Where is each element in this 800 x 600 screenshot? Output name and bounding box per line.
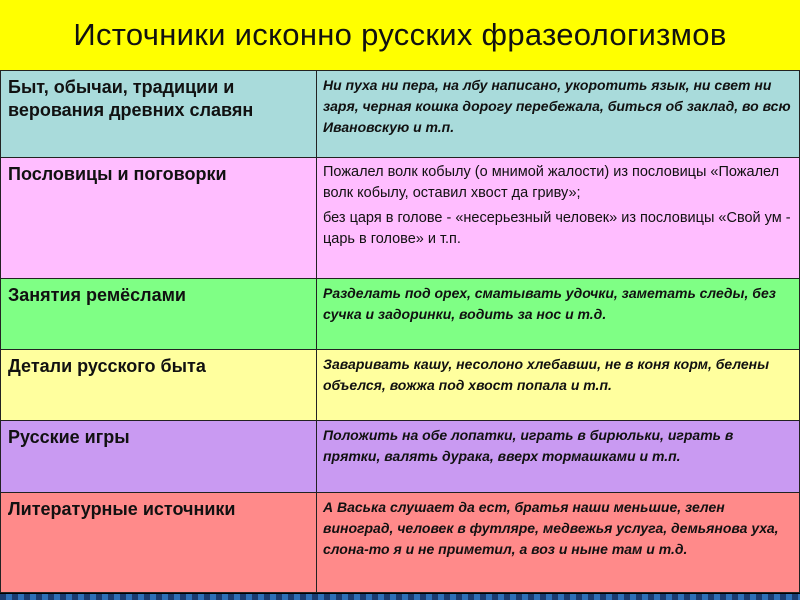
- example-text: Заваривать кашу, несолоно хлебавши, не в коня корм, белены объелся, вожжа под хвост попала и т.п.: [323, 356, 770, 393]
- category-cell: Быт, обычаи, традиции и верования древних славян: [1, 71, 317, 158]
- example-text: А Васька слушает да ест, братья наши меньшие, зелен виноград, человек в футляре, медвежья услуга, демьянова уха, слона-то я и не приметил, а воз и ныне там и т.д.: [323, 499, 779, 557]
- table-body: [1, 71, 800, 593]
- examples-cell: [317, 71, 800, 158]
- table-row: [1, 493, 800, 593]
- page-title: Источники исконно русских фразеологизмов: [73, 17, 727, 52]
- example-text: Разделать под орех, сматывать удочки, заметать следы, без сучка и задоринки, водить за нос и т.д.: [323, 285, 776, 322]
- table-row: [1, 279, 800, 350]
- examples-cell: [317, 158, 800, 279]
- category-cell: Детали русского быта: [1, 350, 317, 421]
- table-row: [1, 350, 800, 421]
- example-text: Положить на обе лопатки, играть в бирюльки, играть в прятки, валять дурака, вверх тормашками и т.п.: [323, 427, 734, 464]
- table-row: [1, 71, 800, 158]
- table-row: [1, 158, 800, 279]
- phraseology-table: [0, 70, 800, 593]
- category-cell: Пословицы и поговорки: [1, 158, 317, 279]
- example-text: Ни пуха ни пера, на лбу написано, укоротить язык, ни свет ни заря, черная кошка дорогу перебежала, биться об заклад, во всю Ивановскую и т.п.: [323, 77, 791, 135]
- decorative-bottom-strip: [0, 594, 800, 600]
- category-cell: Занятия ремёслами: [1, 279, 317, 350]
- example-text: Пожалел волк кобылу (о мнимой жалости) из пословицы «Пожалел волк кобылу, оставил хвост да гриву»;: [323, 164, 780, 201]
- examples-cell: [317, 493, 800, 593]
- phraseology-table-container: [0, 70, 800, 594]
- table-row: [1, 421, 800, 493]
- examples-cell: [317, 350, 800, 421]
- title-bar: [0, 0, 800, 70]
- examples-cell: [317, 279, 800, 350]
- examples-cell: [317, 421, 800, 493]
- example-text: без царя в голове - «несерьезный человек» из пословицы «Свой ум - царь в голове» и т.п.: [323, 210, 791, 247]
- category-cell: Русские игры: [1, 421, 317, 493]
- category-cell: Литературные источники: [1, 493, 317, 593]
